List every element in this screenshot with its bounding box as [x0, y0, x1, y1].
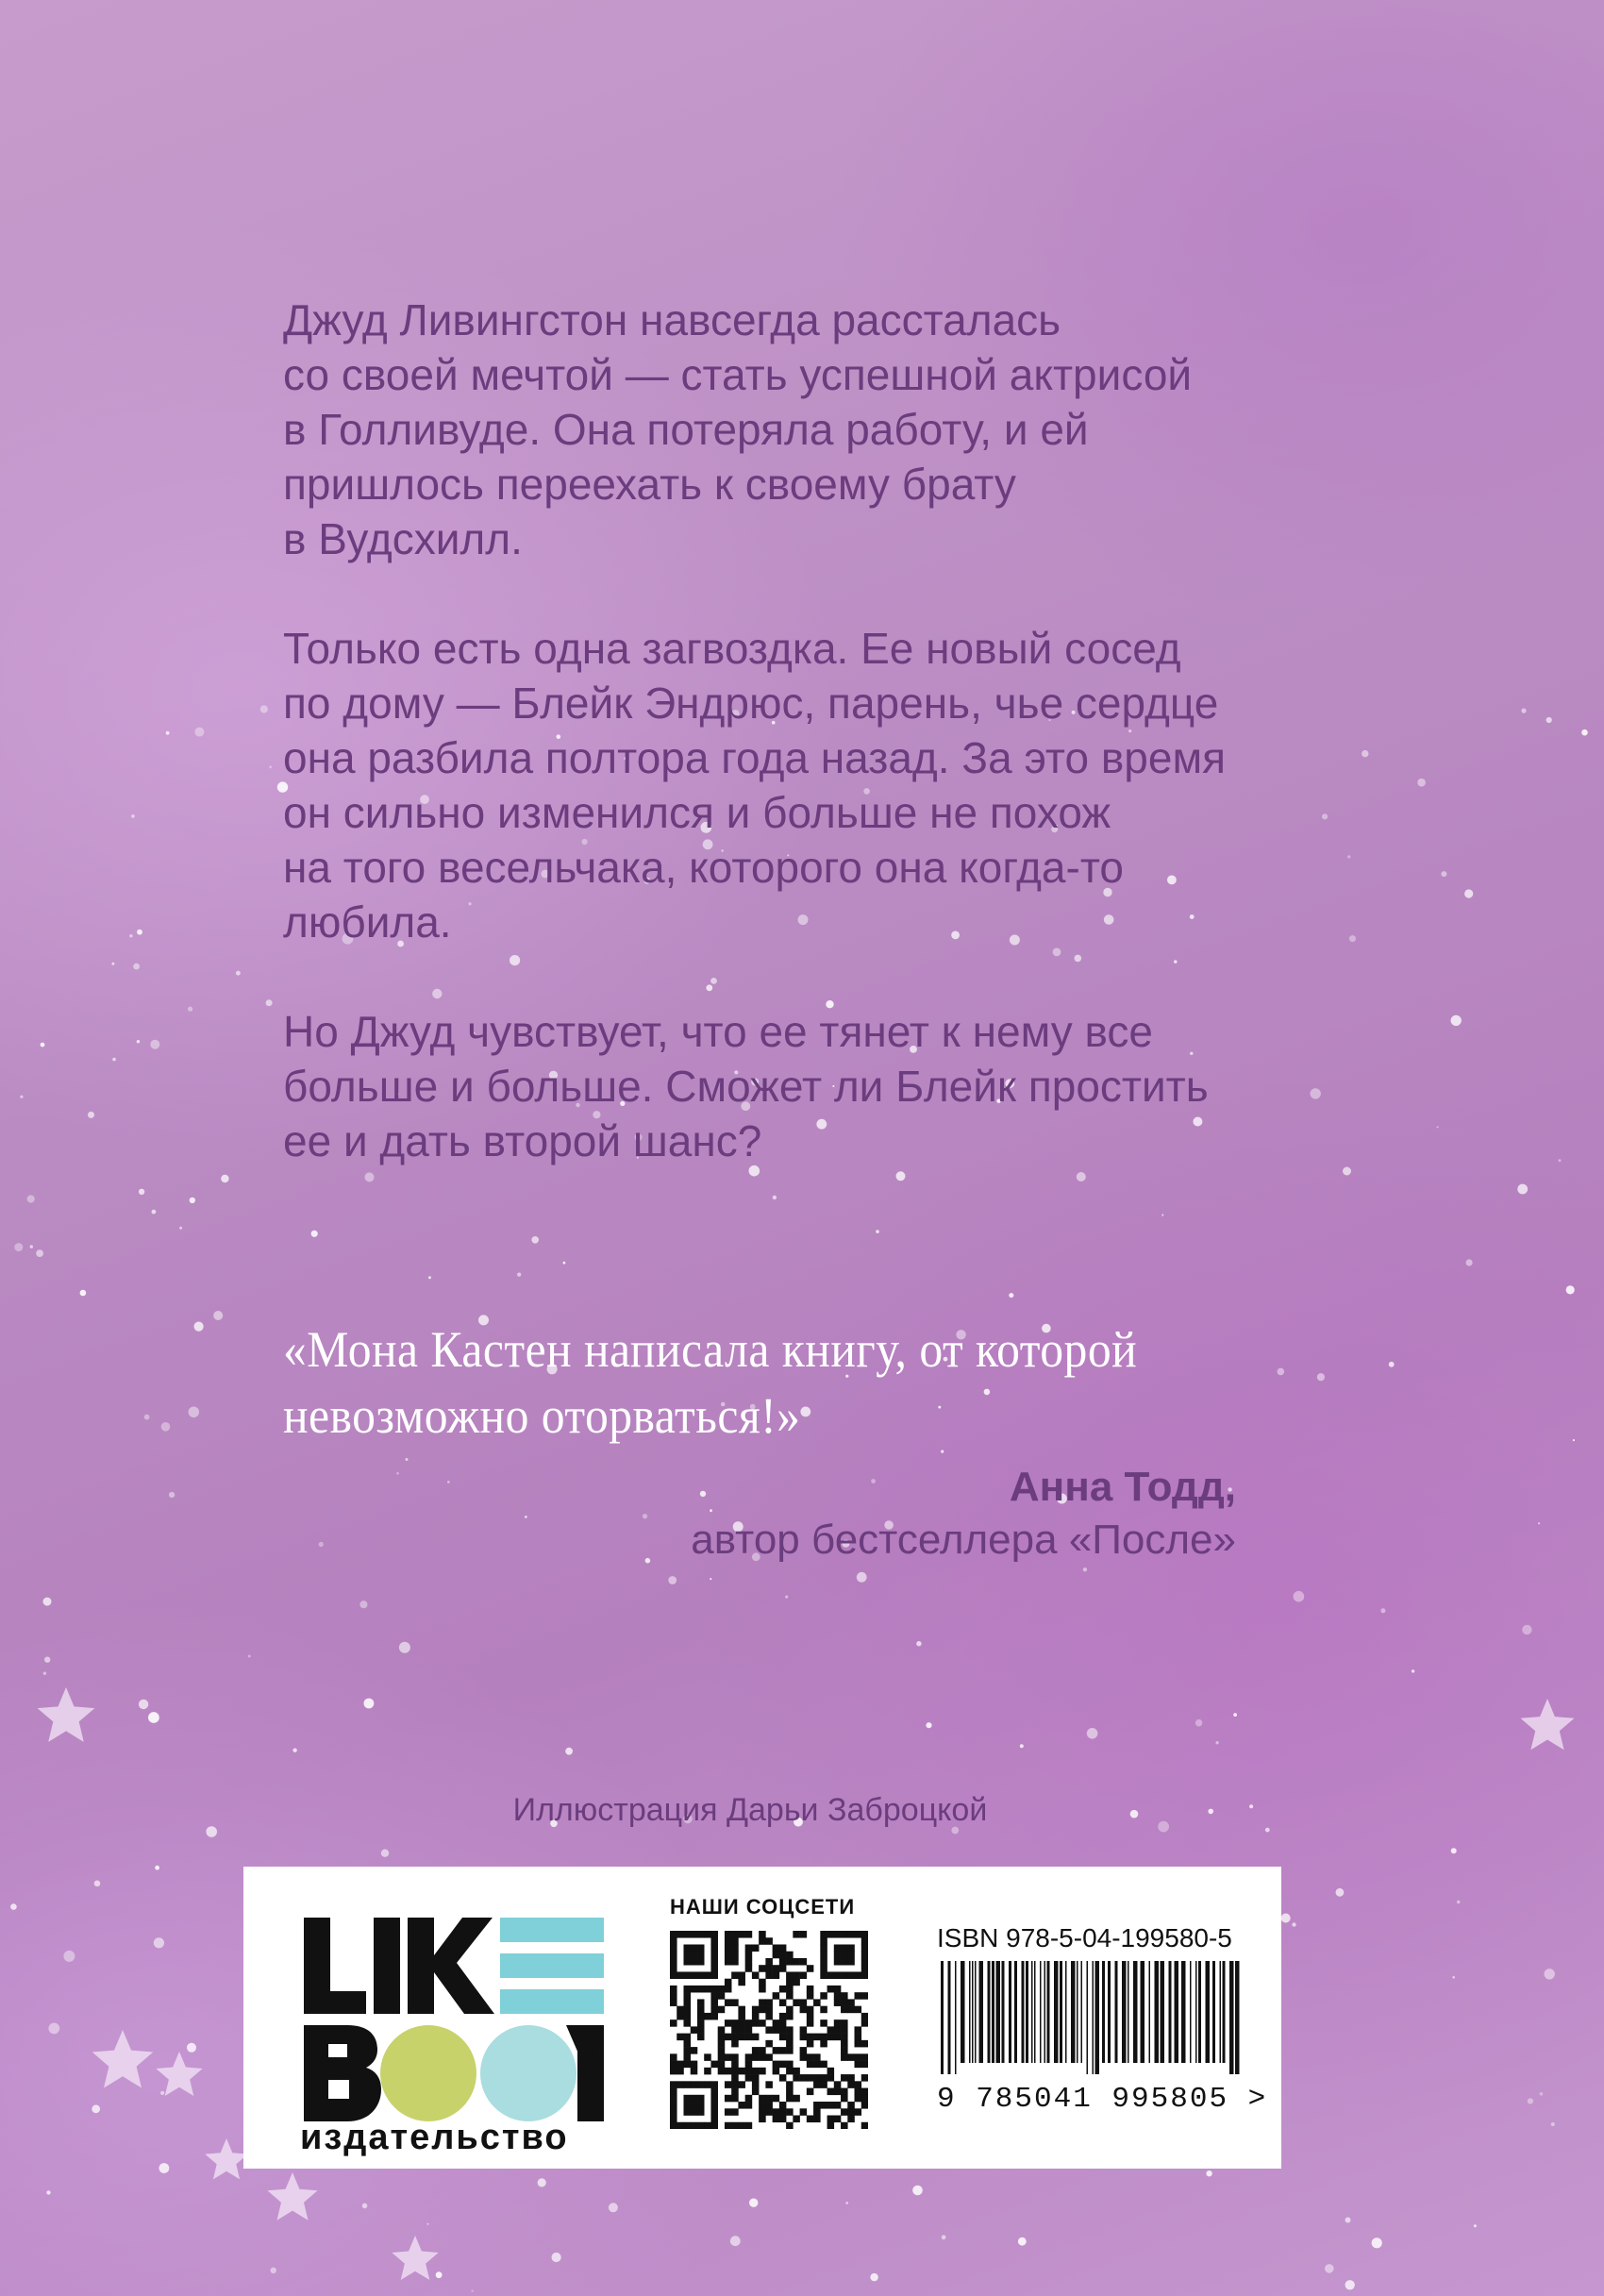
description-paragraph-3: Но Джуд чувствует, что ее тянет к нему все больше и больше. Сможет ли Блейк простить ее и дать второй шанс?: [283, 1007, 1209, 1165]
description-paragraph-2: Только есть одна загвоздка. Ее новый сосед по дому — Блейк Эндрюс, парень, чье сердце она разбила полтора года назад. За это время он сильно изменился и больше не похож на того весельчака, которого она когда-то любила.: [283, 624, 1226, 947]
illustration-credit: Иллюстрация Дарьи Заброцкой: [512, 1792, 988, 1828]
book-description: [283, 293, 1264, 1223]
quote-author-name: Анна Тодд,: [1009, 1464, 1236, 1510]
social-title: НАШИ СОЦСЕТИ: [670, 1895, 856, 1919]
review-quote: «Мона Кастен написала книгу, от которой невозможно оторваться!»: [283, 1321, 1138, 1444]
quote-attribution: [691, 1461, 1236, 1567]
isbn-label: ISBN 978-5-04-199580-5: [937, 1923, 1232, 1952]
isbn-block: [937, 1923, 1268, 2116]
description-paragraph-1: Джуд Ливингстон навсегда рассталась со своей мечтой — стать успешной актрисой в Голливуде. Она потеряла работу, и ей пришлось переехать к своему брату в Вудсхилл.: [283, 295, 1193, 563]
barcode-digits: 9 785041 995805 >: [937, 2083, 1268, 2116]
social-qr-block: [670, 1895, 887, 2134]
illustration-credit-row: [0, 1791, 1604, 1829]
barcode: [937, 1961, 1248, 2074]
publisher-caption: издательство: [300, 2118, 569, 2157]
qr-code[interactable]: [670, 1931, 868, 2129]
publisher-info-panel: [243, 1867, 1281, 2169]
quote-author-description: автор бестселлера «После»: [691, 1517, 1236, 1563]
